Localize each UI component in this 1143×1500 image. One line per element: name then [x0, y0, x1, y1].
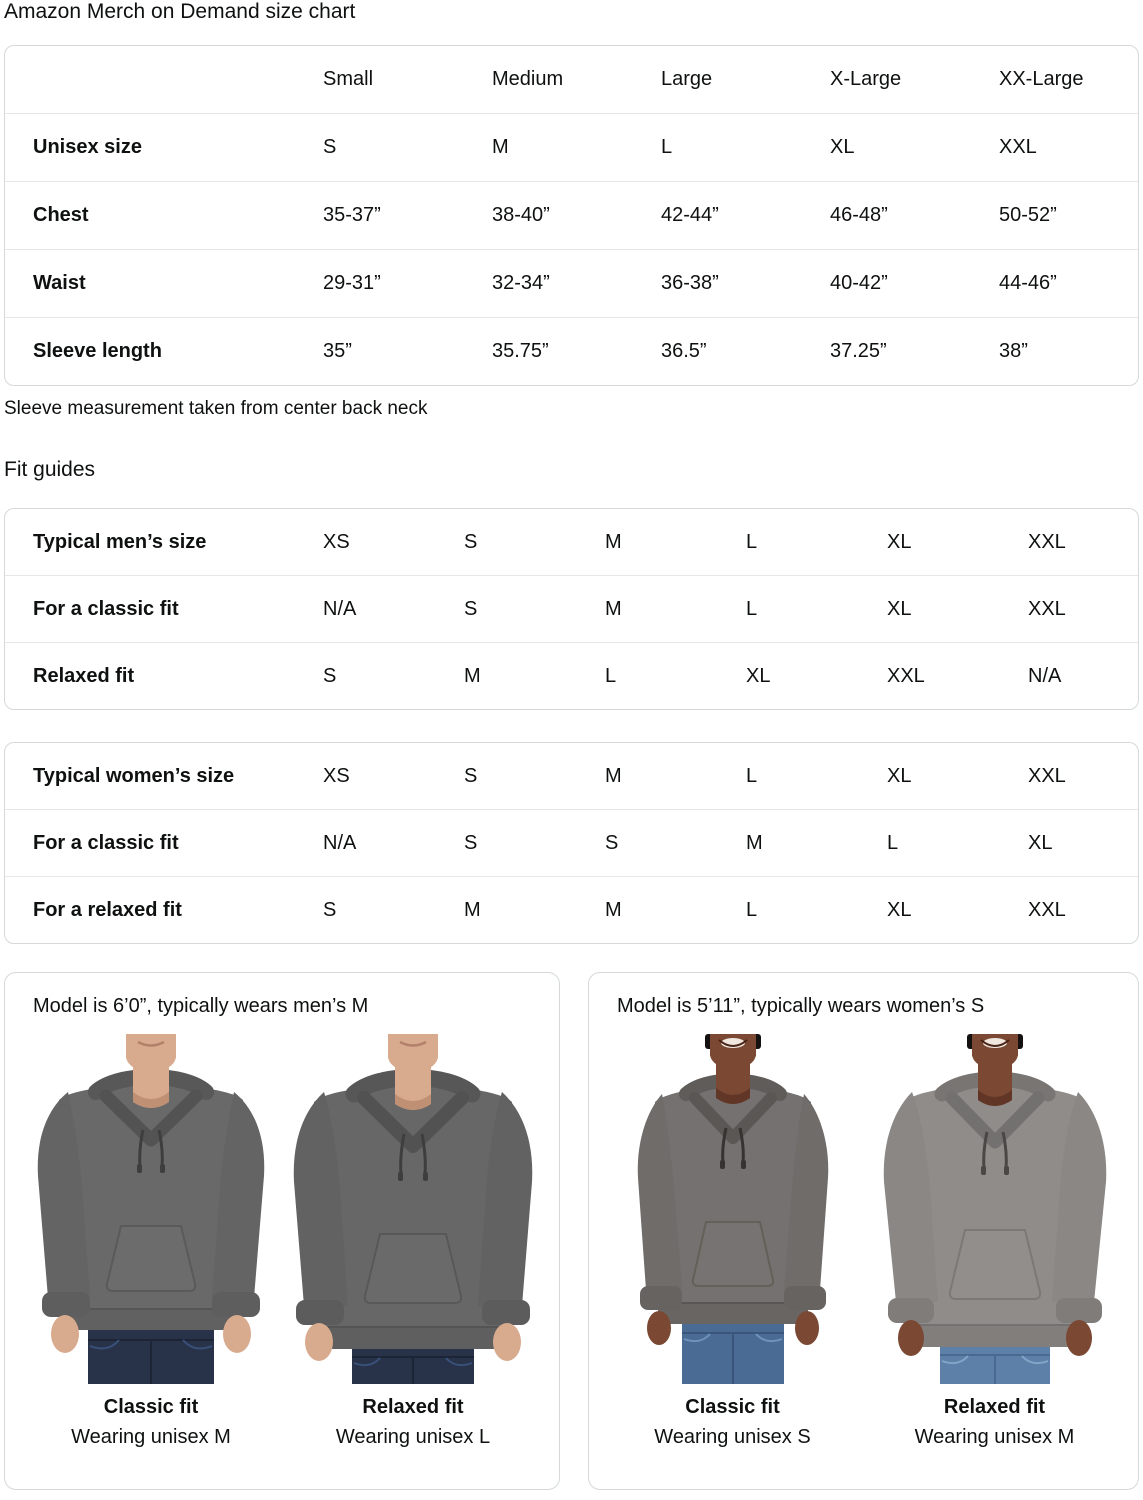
- table-cell: 40-42”: [830, 272, 888, 294]
- fit-label: Classic fit: [103, 1396, 199, 1418]
- row-label: For a classic fit: [33, 597, 179, 620]
- table-cell: S: [464, 530, 478, 553]
- table-cell: M: [605, 898, 622, 921]
- man-relaxed-fit-photo: [288, 1034, 538, 1384]
- wearing-label: Wearing unisex L: [335, 1426, 491, 1448]
- table-cell: XS: [323, 764, 350, 787]
- table-row-chest: [5, 181, 1138, 249]
- table-cell: XXL: [1028, 764, 1066, 787]
- column-header-medium: Medium: [492, 68, 564, 90]
- row-label: Unisex size: [33, 136, 142, 158]
- table-cell: XXL: [1028, 530, 1066, 553]
- table-cell: L: [746, 898, 758, 921]
- size-chart-table: [4, 45, 1139, 386]
- column-header-xx-large: XX-Large: [999, 68, 1084, 90]
- table-cell: L: [661, 136, 673, 158]
- table-cell: N/A: [323, 597, 357, 620]
- fit-label: Relaxed fit: [943, 1396, 1046, 1418]
- table-cell: 36.5”: [661, 340, 707, 362]
- jeans-graphic: [88, 1330, 214, 1384]
- row-label: Waist: [33, 272, 86, 294]
- fit-label: Classic fit: [685, 1396, 780, 1418]
- table-cell: M: [464, 664, 481, 687]
- table-cell: S: [464, 597, 478, 620]
- mens-model-heading: Model is 6’0”, typically wears men’s M: [33, 995, 369, 1017]
- table-cell: XXL: [999, 136, 1037, 158]
- table-cell: 29-31”: [323, 272, 381, 294]
- table-cell: XL: [1028, 831, 1053, 854]
- row-label: Typical women’s size: [33, 764, 235, 787]
- table-cell: L: [746, 530, 758, 553]
- table-cell: XL: [746, 664, 771, 687]
- table-cell: S: [464, 764, 478, 787]
- table-cell: XS: [323, 530, 350, 553]
- size-chart-header-row: [5, 46, 1138, 113]
- table-cell: XL: [887, 597, 912, 620]
- table-cell: XXL: [1028, 597, 1066, 620]
- table-cell: S: [464, 831, 478, 854]
- table-cell: S: [323, 136, 337, 158]
- table-cell: M: [605, 764, 622, 787]
- table-cell: XL: [887, 764, 912, 787]
- sleeve-measurement-note: Sleeve measurement taken from center back neck: [4, 398, 428, 419]
- womens-model-card: [588, 972, 1139, 1490]
- table-cell: 50-52”: [999, 204, 1057, 226]
- jeans-graphic: [682, 1324, 784, 1384]
- table-row-sleeve-length: [5, 317, 1138, 385]
- mens-model-card: [4, 972, 560, 1490]
- table-cell: L: [746, 597, 758, 620]
- wearing-label: Wearing unisex S: [654, 1426, 811, 1448]
- table-cell: M: [464, 898, 481, 921]
- jeans-graphic: [940, 1347, 1050, 1384]
- woman-relaxed-fit-figure: [870, 1034, 1120, 1449]
- table-cell: 35-37”: [323, 204, 381, 226]
- wearing-label: Wearing unisex M: [71, 1426, 231, 1448]
- woman-classic-fit-figure: [608, 1034, 858, 1449]
- column-header-x-large: X-Large: [830, 68, 902, 90]
- table-cell: M: [605, 597, 622, 620]
- row-label: Chest: [33, 204, 89, 226]
- table-cell: 32-34”: [492, 272, 550, 294]
- table-cell: M: [746, 831, 763, 854]
- table-cell: 37.25”: [830, 340, 887, 362]
- table-cell: N/A: [1028, 664, 1062, 687]
- table-cell: L: [605, 664, 617, 687]
- woman-relaxed-fit-photo: [870, 1034, 1120, 1384]
- table-row-womens-relaxed-fit: [5, 876, 1138, 943]
- man-relaxed-fit-figure: [288, 1034, 538, 1449]
- mens-model-figures: [5, 1034, 559, 1449]
- table-row-waist: [5, 249, 1138, 317]
- table-row-mens-relaxed-fit: [5, 642, 1138, 709]
- table-cell: 42-44”: [661, 204, 719, 226]
- table-cell: 44-46”: [999, 272, 1057, 294]
- mens-fit-guide-table: [4, 508, 1139, 710]
- wearing-label: Wearing unisex M: [914, 1426, 1075, 1448]
- table-cell: XL: [887, 530, 912, 553]
- table-cell: S: [323, 898, 337, 921]
- table-row-typical-womens-size: [5, 743, 1138, 809]
- table-cell: XL: [830, 136, 855, 158]
- table-row-womens-classic-fit: [5, 809, 1138, 876]
- table-cell: 38-40”: [492, 204, 550, 226]
- column-header-small: Small: [323, 68, 374, 90]
- jeans-graphic: [352, 1349, 474, 1384]
- page-title: Amazon Merch on Demand size chart: [4, 0, 356, 23]
- man-classic-fit-figure: [26, 1034, 276, 1449]
- table-cell: L: [887, 831, 899, 854]
- man-classic-fit-photo: [26, 1034, 276, 1384]
- row-label: Sleeve length: [33, 340, 162, 362]
- table-cell: N/A: [323, 831, 357, 854]
- table-cell: L: [746, 764, 758, 787]
- table-cell: 38”: [999, 340, 1028, 362]
- table-row-unisex-size: [5, 113, 1138, 181]
- fit-label: Relaxed fit: [362, 1396, 464, 1418]
- womens-model-figures: [589, 1034, 1138, 1449]
- table-cell: XL: [887, 898, 912, 921]
- table-cell: M: [605, 530, 622, 553]
- womens-model-heading: Model is 5’11”, typically wears women’s S: [617, 995, 985, 1017]
- table-cell: 35.75”: [492, 340, 549, 362]
- table-cell: XXL: [1028, 898, 1066, 921]
- table-cell: S: [323, 664, 337, 687]
- model-head-graphic: [388, 1034, 438, 1110]
- womens-fit-guide-table: [4, 742, 1139, 944]
- fit-guides-heading: Fit guides: [4, 458, 96, 481]
- table-cell: M: [492, 136, 509, 158]
- column-header-large: Large: [661, 68, 713, 90]
- woman-classic-fit-photo: [608, 1034, 858, 1384]
- row-label: For a relaxed fit: [33, 898, 182, 921]
- model-head-graphic: [126, 1034, 176, 1108]
- table-row-mens-classic-fit: [5, 575, 1138, 642]
- table-cell: 46-48”: [830, 204, 888, 226]
- row-label: Relaxed fit: [33, 664, 135, 687]
- table-cell: XXL: [887, 664, 925, 687]
- table-cell: S: [605, 831, 619, 854]
- table-cell: 36-38”: [661, 272, 719, 294]
- table-cell: 35”: [323, 340, 352, 362]
- row-label: For a classic fit: [33, 831, 179, 854]
- row-label: Typical men’s size: [33, 530, 207, 553]
- table-row-typical-mens-size: [5, 509, 1138, 575]
